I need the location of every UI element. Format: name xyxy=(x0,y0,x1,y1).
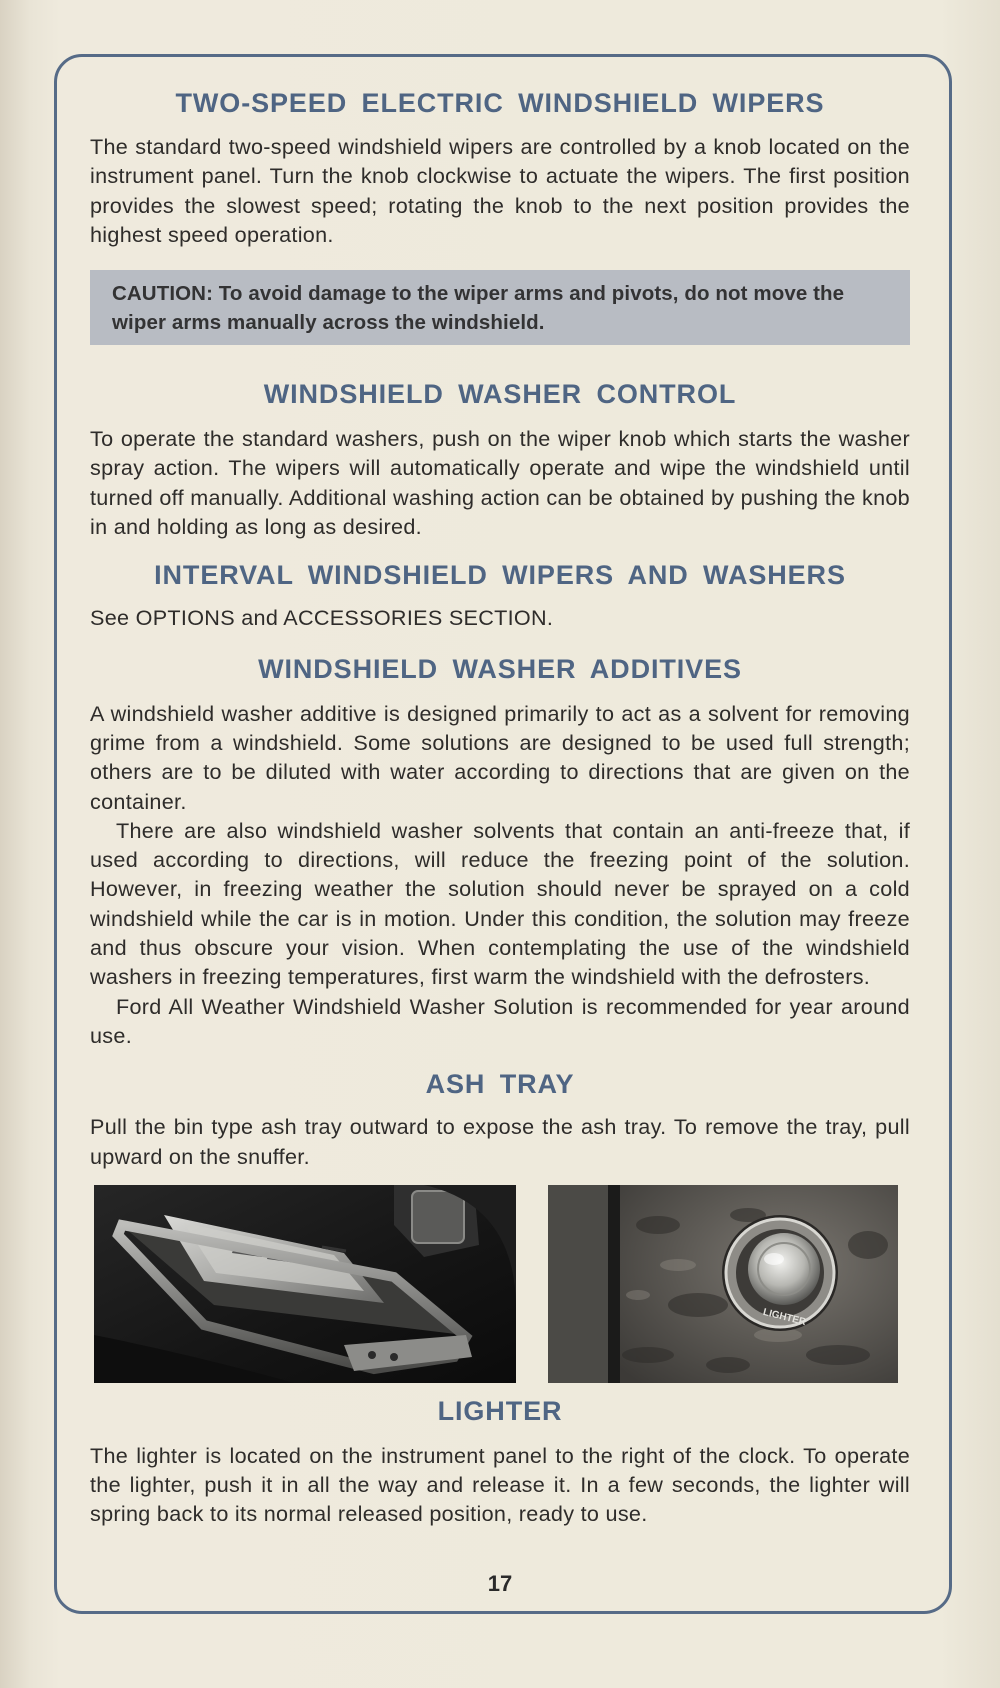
lighter-photo xyxy=(548,1185,898,1383)
caution-box: CAUTION: To avoid damage to the wiper arms and pivots, do not move the wiper arms manually across the windshield. xyxy=(90,270,910,345)
heading-lighter: LIGHTER xyxy=(437,1395,563,1426)
paragraph-lighter: The lighter is located on the instrument panel to the right of the clock. To operate the lighter, push it in all the way and release it. In a few seconds, the lighter will spring back to its normal released position, ready to use. xyxy=(90,1442,910,1527)
paragraph-additives-3: Ford All Weather Windshield Washer Solution is recommended for year around use. xyxy=(90,993,910,1048)
heading-interval-wipers: INTERVAL WINDSHIELD WIPERS AND WASHERS xyxy=(154,560,846,591)
paragraph-washer-control: To operate the standard washers, push on the wiper knob which starts the washer spray action. The wipers will automatically operate and wipe the windshield until turned off manually. Additional washing action can be obtained by pushing the knob in and holding as long as desired. xyxy=(90,426,910,540)
ash-tray-image xyxy=(94,1185,516,1383)
heading-washer-control: WINDSHIELD WASHER CONTROL xyxy=(263,379,737,410)
paragraph-interval: See OPTIONS and ACCESSORIES SECTION. xyxy=(90,605,554,631)
photo-row xyxy=(90,1185,910,1383)
paragraph-additives-1: A windshield washer additive is designed primarily to act as a solvent for removing grime from a windshield. Some solutions are designed to be used full strength; others are to be diluted with water according to directions that are given on the container. xyxy=(90,700,910,814)
paragraph-additives-2: There are also windshield washer solvents that contain an anti-freeze that, if used according to directions, will reduce the freezing point of the solution. However, in freezing weather the solution should never be sprayed on a cold windshield while the car is in motion. Under this condition, the solution may freeze and thus obscure your vision. When contemplating the use of the windshield washers in freezing temperatures, first warm the windshield with the defrosters. xyxy=(90,817,910,990)
page-number: 17 xyxy=(487,1571,513,1596)
heading-two-speed-wipers: TWO-SPEED ELECTRIC WINDSHIELD WIPERS xyxy=(175,88,825,118)
heading-washer-additives: WINDSHIELD WASHER ADDITIVES xyxy=(258,653,742,684)
heading-ash-tray: ASH TRAY xyxy=(425,1069,575,1100)
paragraph-ash-tray: Pull the bin type ash tray outward to expose the ash tray. To remove the tray, pull upward on the snuffer. xyxy=(90,1114,910,1169)
ash-tray-photo xyxy=(94,1185,516,1383)
lighter-image xyxy=(548,1185,898,1383)
lighter-label-text: LIGHTER xyxy=(761,1306,808,1329)
paragraph-wipers: The standard two-speed windshield wipers are controlled by a knob located on the instrument panel. Turn the knob clockwise to actuate the wipers. The first position provides the slowest speed; rotating the knob to the next position provides the highest speed operation. xyxy=(90,134,910,247)
page-content xyxy=(90,84,910,1529)
